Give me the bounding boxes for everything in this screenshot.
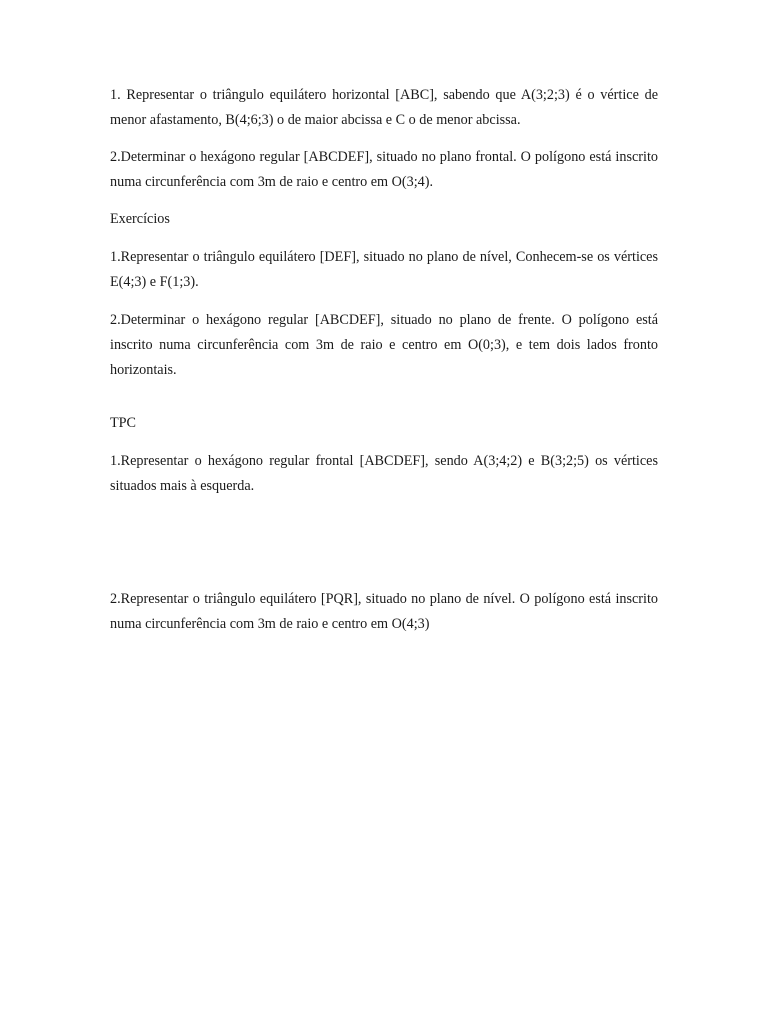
exercicio-item-2: 2.Determinar o hexágono regular [ABCDEF], situado no plano de frente. O polígono está inscrito numa circunferência com 3m de raio e centro em O(0;3), e tem dois lados fronto horizontais. [110, 312, 658, 378]
tpc-item-1: 1.Representar o hexágono regular frontal [ABCDEF], sendo A(3;4;2) e B(3;2;5) os vértices situados mais à esquerda. [110, 453, 658, 494]
exercicio-item-1: 1.Representar o triângulo equilátero [DEF], situado no plano de nível, Conhecem-se os vértices E(4;3) e F(1;3). [110, 249, 658, 290]
intro-paragraph-1: 1. Representar o triângulo equilátero horizontal [ABC], sabendo que A(3;2;3) é o vértice de menor afastamento, B(4;6;3) o de maior abcissa e C o de menor abcissa. [110, 87, 658, 128]
tpc-heading: TPC [110, 415, 137, 431]
tpc-item-2: 2.Representar o triângulo equilátero [PQR], situado no plano de nível. O polígono está inscrito numa circunferência com 3m de raio e centro em O(4;3) [110, 591, 658, 632]
intro-paragraph-2: 2.Determinar o hexágono regular [ABCDEF], situado no plano frontal. O polígono está inscrito numa circunferência com 3m de raio e centro em O(3;4). [110, 149, 658, 190]
exercicios-heading: Exercícios [110, 211, 170, 227]
